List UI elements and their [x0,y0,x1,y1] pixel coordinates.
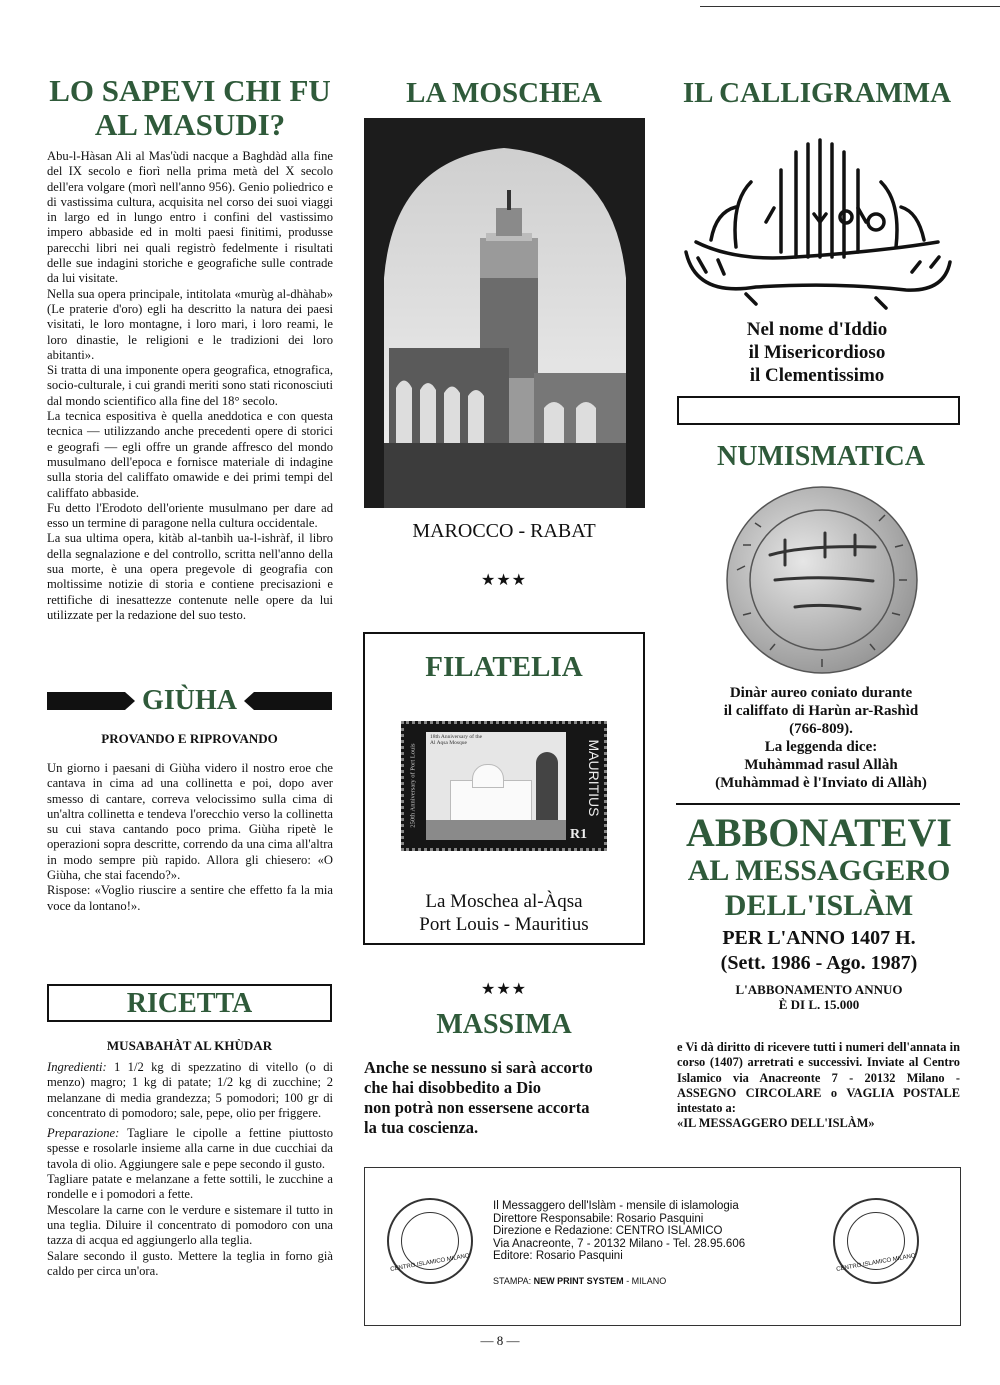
ingredienti-label: Ingredienti: [47,1060,107,1074]
heading-numismatica: NUMISMATICA [717,441,925,472]
seal-text: CENTRO ISLAMICO MILANO [389,1253,471,1273]
paragraph: Rispose: «Voglio riuscire a sentire che effetto fa la mia voce da lontano!». [47,883,333,913]
banner-bar-left [47,692,125,710]
seal-left [387,1198,473,1284]
heading-massima: MASSIMA [436,1009,572,1040]
translation-line: il Clementissimo [749,365,885,386]
translation-line: il Misericordioso [748,342,886,363]
abbonatevi-body: e Vi dà diritto di ricevere tutti i numeri dell'annata in corso (1407) arretrati e successivi. Inviate al Centro Islamico via Anacreonte 7 - 20132 Milano - ASSEGNO CIRCOLARE o VAGLIA POSTALE intestato a: [677,1040,960,1116]
massima-text [364,1058,654,1138]
colophon-line: Il Messaggero dell'Islàm - mensile di islamologia [493,1200,739,1212]
stamp-title-line: Al Aqsa Mosque [430,740,467,746]
stamp-ground [426,820,566,840]
mosque-photo [364,118,645,508]
heading-ricetta: RICETTA [126,988,253,1019]
abbonatevi-line5: (Sett. 1986 - Ago. 1987) [720,952,918,974]
mosque-illustration [364,118,645,508]
top-right-rule [700,0,1000,7]
calligram-illustration [676,122,958,320]
heading-il-calligramma: IL CALLIGRAMMA [682,77,952,109]
caption-line: Muhàmmad rasul Allàh [744,757,898,773]
abbonatevi-text [677,1040,960,1132]
colophon-box [364,1167,961,1326]
giuha-banner [47,685,332,716]
preparazione-text: Tagliare le cipolle a fettine piuttosto spesse e rosolarle insieme alla carne in due cucchiai da tavola di olio. Aggiungere sale e pepe secondo il gusto. [47,1126,333,1171]
caption-line: il califfato di Harùn ar-Rashìd [723,703,919,719]
paragraph: La tecnica espositiva è quella aneddotica e con questa tecnica — utilizzando anche precedenti opere di storici e geografi — egli offre un grande affresco del mondo musulmano dell'epoca e fornisce materiale di indagine sulla storia del califfato omawide e dei primi tempi del califfato abbaside. [47,409,333,500]
caption-line: Dinàr aureo coniato durante [729,685,913,701]
colophon-stampa [493,1275,813,1288]
caption-line: Port Louis - Mauritius [419,914,589,935]
paragraph: Un giorno i paesani di Giùha videro il nostro eroe che cantava in cima ad una collinetta e poi, dopo aver smesso di cantare, correva velocissimo sulla cima di un'altra collinetta e tendeva l'orecchio verso la collinetta su cui stava cantando poco prima. Giùha ripetè le operazioni sopra descritte, correndo da una cima all'altra in modo sempre più rapido. Allora gli chiesero: «O Giùha, che stai facendo?». [47,761,333,883]
abbonatevi-heading [670,812,968,1012]
colophon-line: Direttore Responsabile: Rosario Pasquini [493,1212,704,1225]
giuha-subtitle: PROVANDO E RIPROVANDO [101,731,278,746]
paragraph: Nella sua opera principale, intitolata «murùg al-dhàhab» (Le praterie d'oro) egli ha descritto la natura dei paesi visitati, le loro montagne, i loro mari, i loro reami, le loro dinastie, le religioni e le tradizioni dei loro abitanti». [47,286,333,362]
paragraph: Fu detto l'Erodoto dell'oriente musulmano per dare ad esso un termine di paragone nella cultura occidentale. [47,500,333,531]
article-ricetta [47,1060,333,1279]
calligram-translation [676,318,958,387]
coin-caption [676,684,966,792]
massima-line: Anche se nessuno si sarà accorto [364,1058,593,1077]
abbonatevi-line1: ABBONATEVI [686,810,952,855]
ingredienti [47,1060,333,1121]
caption-line: (766-809). [789,721,853,737]
abbonatevi-line3: DELL'ISLÀM [724,889,914,922]
article-giuha [47,761,333,914]
heading-line: AL MASUDI? [94,107,286,142]
heading-filatelia: FILATELIA [425,651,583,683]
paragraph: La sua ultima opera, kitàb al-tanbìh ua-l-ishràf, il libro della segnalazione e del controllo, scritta nell'anno della sua morte, è una opera pregevole di geografia con moltissime notizie di storia e contiene precisazioni e rettifiche di inesattezze contenute nelle opere da lui utilizzate per la redazione del suo testo. [47,531,333,622]
paragraph: Mescolare la carne con le verdure e sistemare il tutto in una teglia. Diluire il concentrato di pomodoro con una tazza di acqua ed aggiungerlo alla teglia. [47,1202,333,1248]
ricetta-subtitle: MUSABAHÀT AL KHÙDAR [106,1038,273,1053]
massima-line: la tua coscienza. [364,1118,479,1137]
coin-image [725,485,919,675]
colophon-line: Editore: Rosario Pasquini [493,1250,623,1263]
paragraph: Si tratta di una imponente opera geografica, etnografica, socio-culturale, i cui grandi meriti sono stati riconosciuti dal mondo scientifico alla fine del 18° secolo. [47,363,333,408]
empty-frame [677,396,960,425]
banner-bar-right [254,692,332,710]
translation-line: Nel nome d'Iddio [746,319,888,340]
abbonatevi-line7: È DI L. 15.000 [778,997,860,1012]
dinar-coin-illustration [725,485,919,675]
stamp-country: MAURITIUS [586,739,602,817]
paragraph: Salare secondo il gusto. Mettere la teglia in forno già caldo per circa un'ora. [47,1248,333,1278]
preparazione-label: Preparazione: [47,1126,120,1141]
ingredienti-text: 1 1/2 kg di spezzatino di vitello (o di menzo) magro; 1 kg di patate; 1/2 kg di zucchine; 2 melanzane di media grandezza; 5 pomodori; 100 gr di concentrato di pomodoro; sale, pepe, olio per friggere. [47,1060,333,1120]
preparazione [47,1126,333,1172]
stamp-title [430,734,560,746]
stamp-title-line: 18th Anniversary of the [430,734,483,740]
paragraph: Abu-l-Hàsan Ali al Mas'ùdi nacque a Baghdàd alla fine del IX secolo e fiorì nella prima metà del X secolo dell'era volgare (morì nell'anno 956). Genio poliedrico e di vastissima cultura, acquisita nel corso dei suoi viaggi in largo ed in lungo entro i confini del vastissimo impero abbaside ed in molti paesi finitimi, produsse parecchi libri nei quali registrò fedelmente i risultati delle sue indagini storiche e geografiche sulle contrade da lui visitate. [47,149,333,286]
heading-la-moschea: LA MOSCHEA [406,77,602,109]
abbonatevi-line2: AL MESSAGGERO [687,854,951,887]
colophon-line: Via Anacreonte, 7 - 20132 Milano - Tel. 28.95.606 [493,1237,746,1250]
stamp-dome [472,764,504,788]
abbonatevi-line6: L'ABBONAMENTO ANNUO [735,982,903,997]
stars-divider: ★★★ [480,572,528,589]
heading-al-masudi [40,74,340,142]
stampa-city: - MILANO [623,1275,667,1286]
banner-arrow-right [244,692,254,710]
paragraph: Tagliare patate e melanzane a fette sottili, le zucchine a rondelle e i pomodori a fette. [47,1172,333,1202]
stamp-picture [426,732,566,840]
filatelia-box [363,632,645,945]
seal-text: CENTRO ISLAMICO MILANO [835,1253,917,1273]
banner-arrow-left [125,692,135,710]
colophon-text [493,1200,813,1288]
stars-divider: ★★★ [480,981,528,998]
stamp [401,721,607,851]
massima-line: che hai disobbedito a Dio [364,1078,541,1097]
massima-line: non potrà non essersene accorta [364,1098,590,1117]
abbonatevi-line4: PER L'ANNO 1407 H. [722,927,916,949]
calligram-image [676,122,958,320]
abbonatevi-rule [676,803,960,805]
abbonatevi-recipient: «IL MESSAGGERO DELL'ISLÀM» [677,1116,875,1131]
heading-giuha: GIÙHA [142,685,237,716]
caption-line: La Moschea al-Àqsa [425,891,583,912]
ricetta-heading-box [47,984,332,1022]
seal-right [833,1198,919,1284]
filatelia-caption [365,890,643,936]
stamp-side-label: 250th Anniversary of Port Louis [409,743,417,828]
stampa-name: NEW PRINT SYSTEM [533,1275,624,1286]
article-al-masudi [47,149,333,623]
caption-line: La leggenda dice: [764,739,878,755]
heading-line: LO SAPEVI CHI FU [49,73,331,108]
stamp-value: R1 [570,827,588,842]
page-number: — 8 — [480,1333,520,1348]
caption-line: (Muhàmmad è l'Inviato di Allàh) [715,775,927,791]
mosque-caption: MAROCCO - RABAT [412,520,596,542]
colophon-line: Direzione e Redazione: CENTRO ISLAMICO [493,1225,723,1238]
stampa-label: STAMPA: [493,1275,534,1286]
